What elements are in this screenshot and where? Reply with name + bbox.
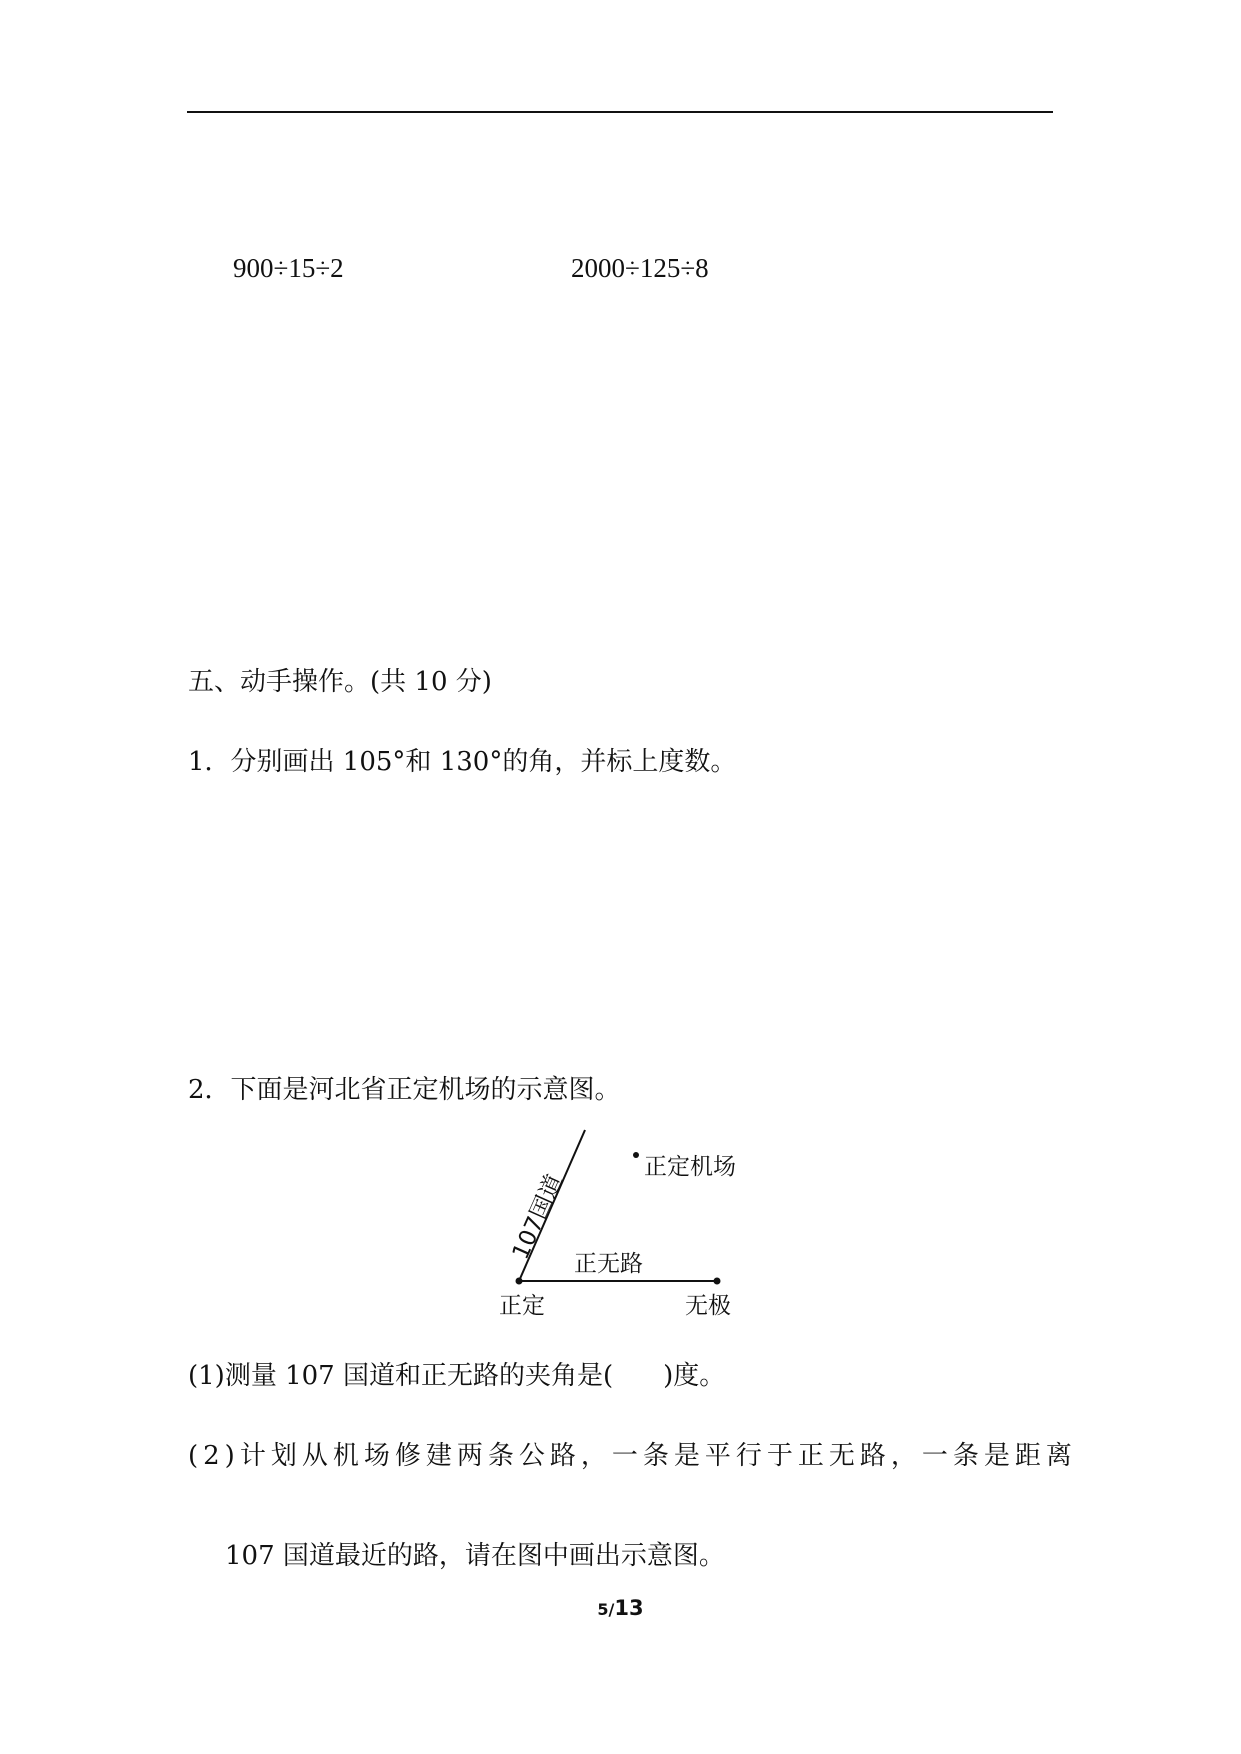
question-2-part-2-line-2: 107 国道最近的路，请在图中画出示意图。 [225, 1541, 725, 1571]
division-expression-2: 2000÷125÷8 [571, 253, 709, 283]
page-current: 5 [597, 1600, 609, 1619]
page-number [0, 1596, 1241, 1620]
question-2: 2．下面是河北省正定机场的示意图。 [188, 1075, 621, 1105]
header-rule [187, 111, 1053, 113]
page-separator: / [608, 1600, 615, 1619]
question-1: 1．分别画出 105°和 130°的角，并标上度数。 [188, 747, 737, 777]
airport-diagram [480, 1126, 760, 1326]
zhengding-label: 正定 [499, 1293, 545, 1319]
section-heading: 五、动手操作。(共 10 分) [188, 667, 492, 697]
wuji-point [714, 1278, 721, 1285]
question-2-part-2-line-1: (2)计划从机场修建两条公路，一条是平行于正无路，一条是距离 [188, 1441, 1077, 1471]
road-107-label: 107国道 [507, 1170, 569, 1264]
wuji-label: 无极 [685, 1293, 731, 1319]
page-total: 13 [614, 1596, 644, 1620]
question-2-part-1-prefix: (1)测量 107 国道和正无路的夹角是( [188, 1361, 614, 1391]
airport-point [633, 1152, 639, 1158]
zhengding-point [516, 1278, 523, 1285]
question-2-part-1 [188, 1358, 725, 1394]
road-zhengwu-label: 正无路 [574, 1251, 643, 1277]
airport-label: 正定机场 [644, 1154, 736, 1180]
division-expression-1: 900÷15÷2 [233, 253, 344, 283]
question-2-part-1-suffix: )度。 [663, 1361, 726, 1391]
